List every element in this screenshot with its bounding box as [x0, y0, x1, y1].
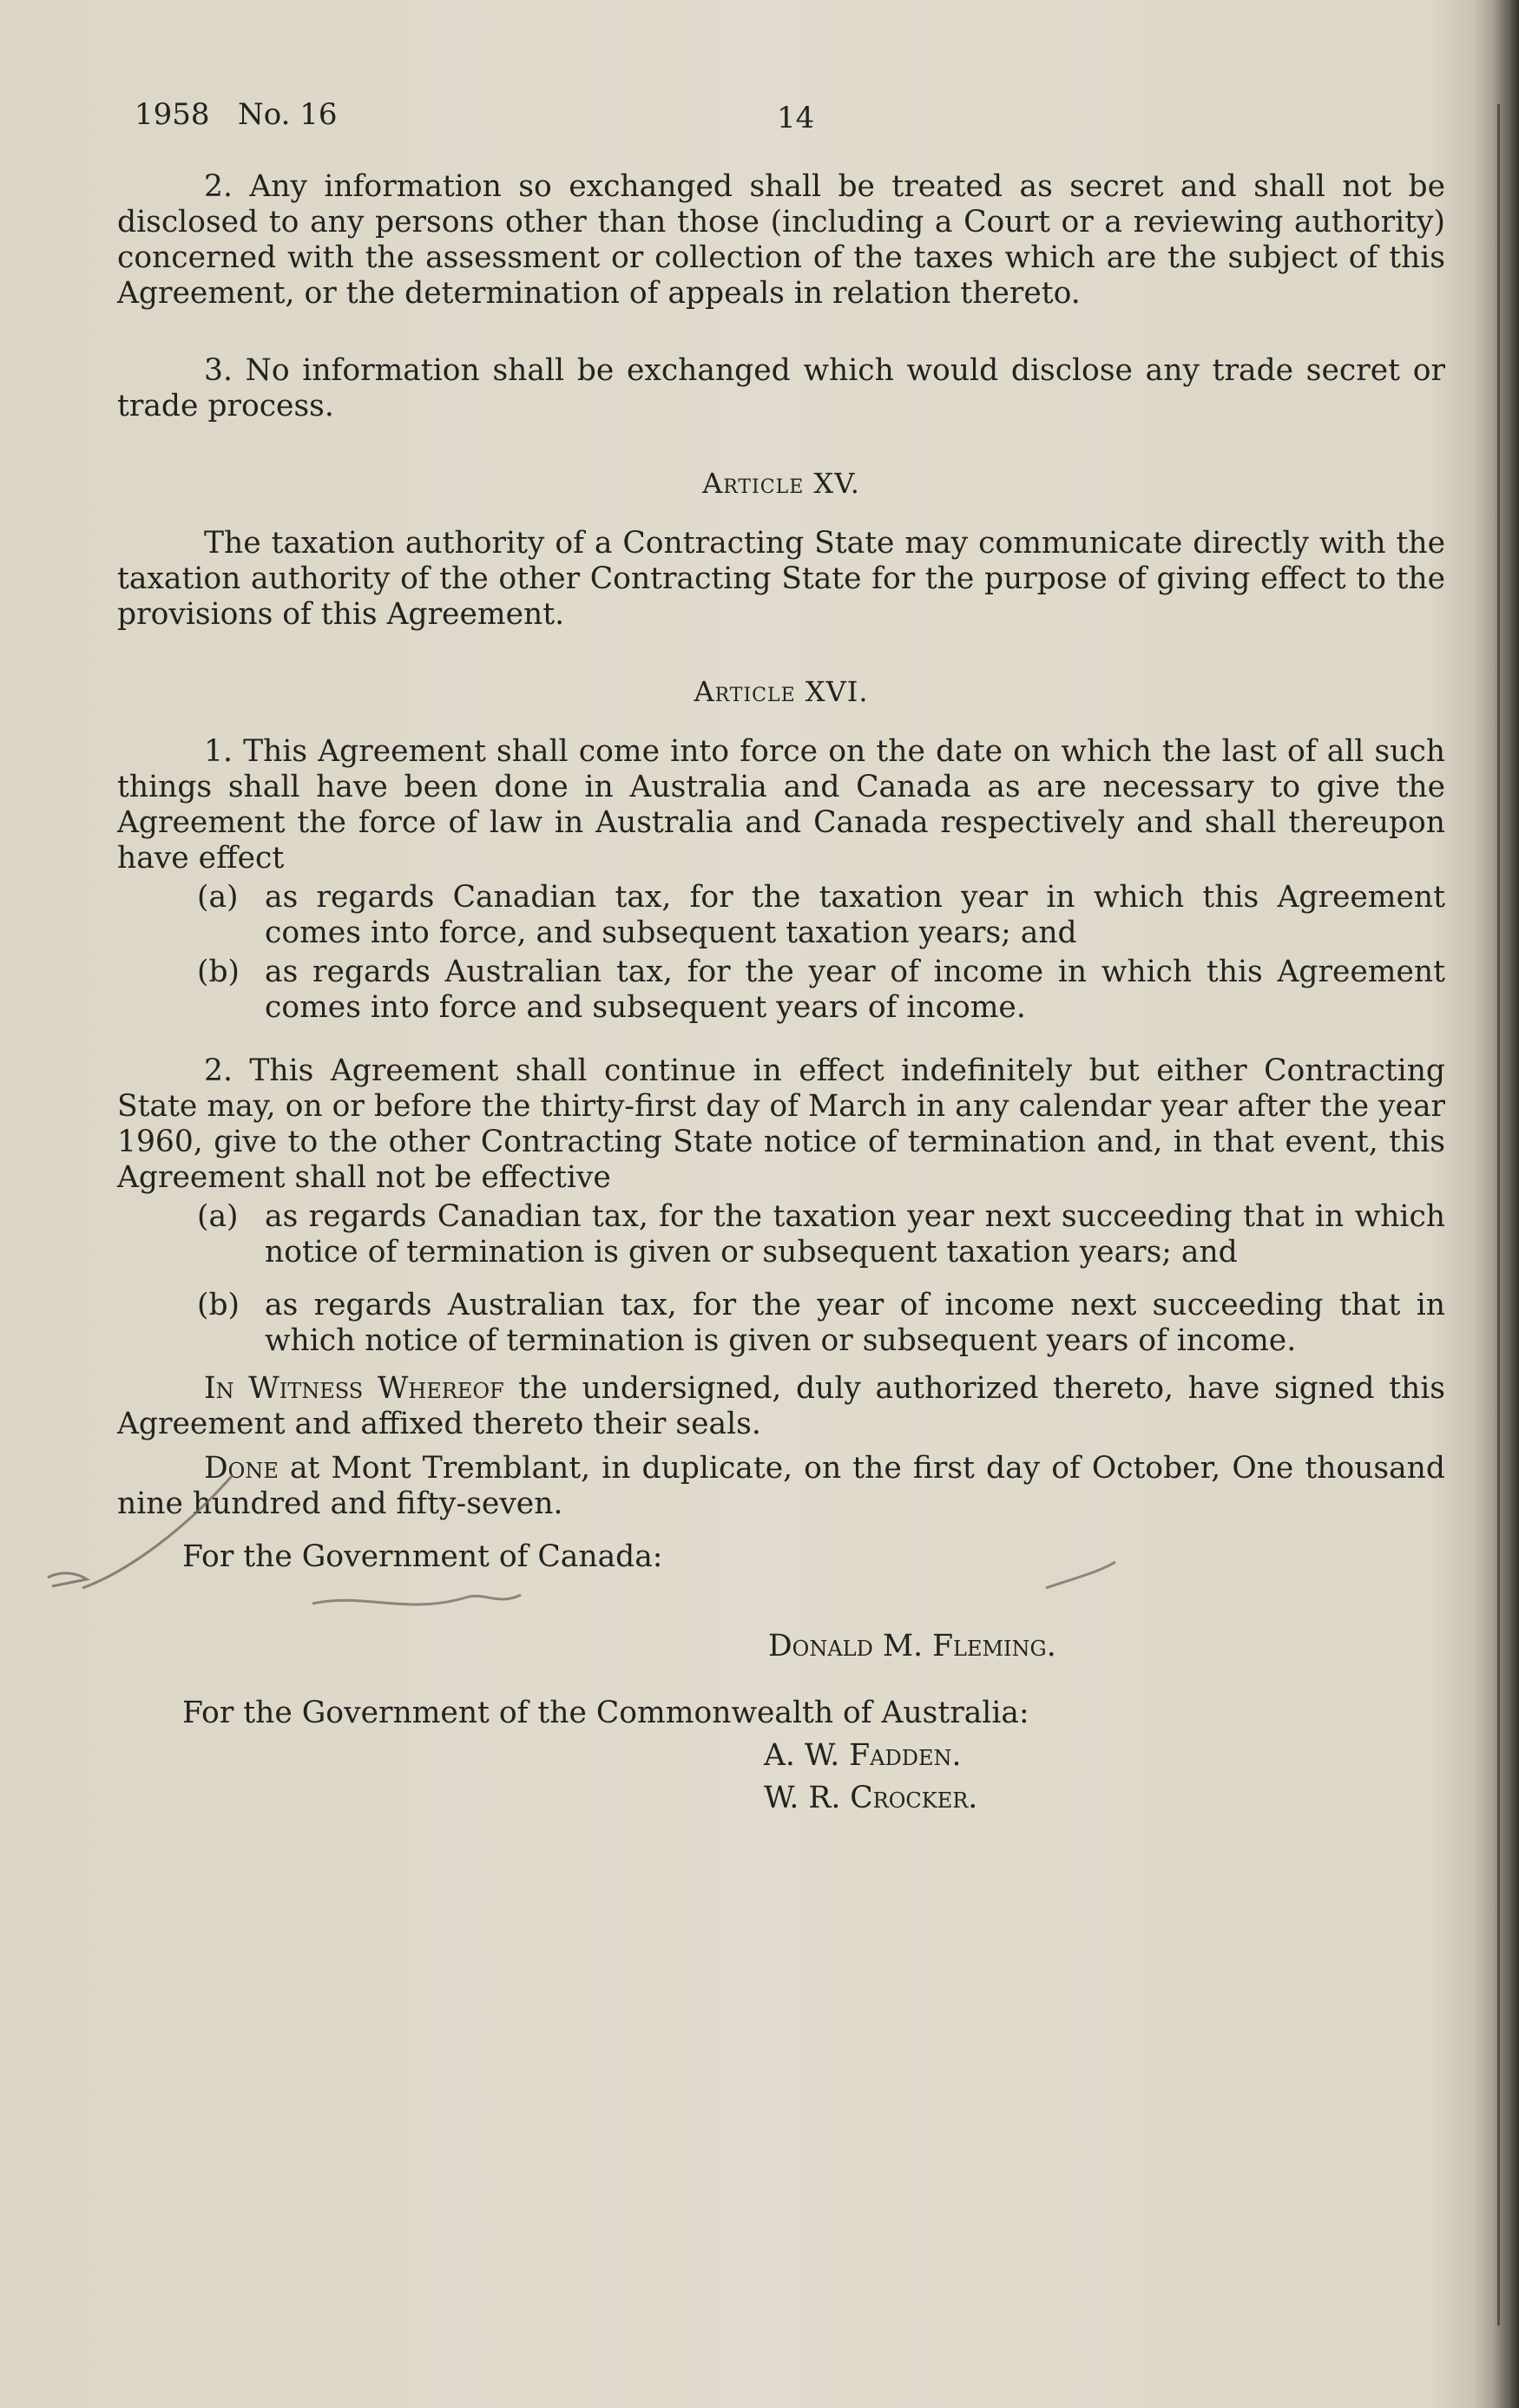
item-label: (b) [197, 1288, 240, 1322]
article-16-para-2-item-a [117, 1199, 1445, 1270]
article-16-para-1-item-b [117, 955, 1445, 1026]
pencil-stroke-margin [48, 1573, 87, 1586]
document-body [117, 169, 1445, 1816]
article-16-para-2-item-b [117, 1288, 1445, 1359]
witness-clause [117, 1371, 1445, 1442]
year-and-number: 1958 No. 16 [135, 97, 338, 132]
article-15-heading: Article XV. [702, 467, 860, 500]
for-australia-line: For the Government of the Commonwealth of Australia: [182, 1696, 1029, 1730]
article-14-para-3: 3. No information shall be exchanged which would disclose any trade secret or trade process. [117, 353, 1445, 423]
for-canada-line: For the Government of Canada: [182, 1539, 663, 1574]
article-16-para-1: 1. This Agreement shall come into force on the date on which the last of all such things shall have been done in Australia and Canada as are necessary to give the Agreement the force of law in Australia and Canada respectively and shall thereupon have effect [117, 734, 1445, 876]
item-text: as regards Australian tax, for the year of income next succeeding that in which notice of termination is given or subsequent years of income. [265, 1288, 1445, 1358]
done-text: at Mont Tremblant, in duplicate, on the first day of October, One thousand nine hundred and fifty-seven. [117, 1451, 1445, 1521]
article-16-para-2: 2. This Agreement shall continue in effect indefinitely but either Contracting State may, on or before the thirty-first day of March in any calendar year after the year 1960, give to the other Contracting State notice of termination and, in that event, this Agreement shall not be effective [117, 1053, 1445, 1195]
witness-text: the undersigned, duly authorized thereto, have signed this Agreement and affixed thereto their seals. [117, 1371, 1445, 1441]
article-16-para-1-item-a [117, 880, 1445, 951]
witness-lead: In Witness Whereof [204, 1371, 504, 1406]
binding-edge-line [1497, 104, 1500, 2326]
article-16-heading: Article XVI. [694, 675, 869, 708]
page-number: 14 [777, 101, 815, 135]
item-label: (a) [197, 1199, 239, 1234]
item-text: as regards Australian tax, for the year of income in which this Agreement comes into force and subsequent years of income. [265, 955, 1445, 1025]
item-label: (b) [197, 955, 240, 989]
article-15-text: The taxation authority of a Contracting State may communicate directly with the taxation authority of the other Contracting State for the purpose of giving effect to the provisions of this Agreement. [117, 526, 1445, 632]
australia-signatory-1: A. W. Fadden. [764, 1738, 962, 1773]
australia-signatory-2: W. R. Crocker. [764, 1781, 978, 1815]
item-text: as regards Canadian tax, for the taxation year next succeeding that in which notice of termination is given or subsequent taxation years; and [265, 1199, 1445, 1270]
item-label: (a) [197, 880, 239, 915]
done-lead: Done [204, 1451, 279, 1486]
canada-signatory: Donald M. Fleming. [768, 1629, 1056, 1663]
article-14-para-2: 2. Any information so exchanged shall be treated as secret and shall not be disclosed to any persons other than those (including a Court or a reviewing authority) concerned with the assessment or collection of the taxes which are the subject of this Agreement, or the determination of appeals in relation thereto. [117, 169, 1445, 311]
done-clause [117, 1451, 1445, 1522]
item-text: as regards Canadian tax, for the taxation year in which this Agreement comes into force, and subsequent taxation years; and [265, 880, 1445, 950]
